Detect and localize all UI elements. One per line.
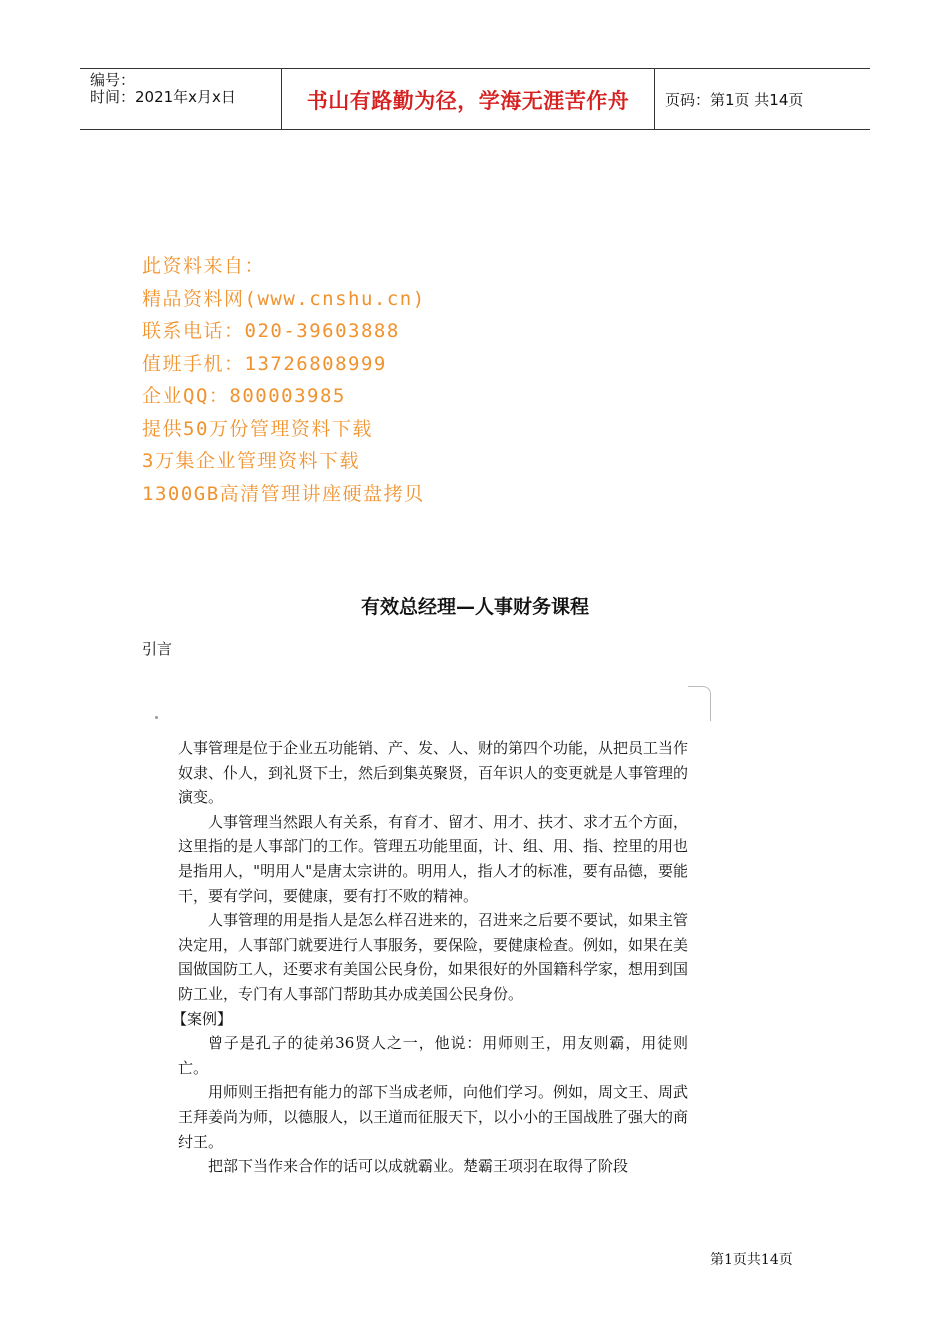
page-info: 页码：第1页 共14页 — [665, 90, 804, 109]
section-heading-intro: 引言 — [142, 640, 173, 658]
page-footer: 第1页共14页 — [710, 1252, 793, 1268]
crop-mark — [688, 686, 711, 721]
body-paragraph: 用师则王指把有能力的部下当成老师，向他们学习。例如，周文王、周武王拜姜尚为师，以德服人，以王道而征服天下，以小小的王国战胜了强大的商纣王。 — [178, 1083, 689, 1151]
source-line: 联系电话：020-39603888 — [142, 320, 400, 342]
source-line: 值班手机：13726808999 — [142, 352, 387, 375]
body-paragraph: 人事管理是位于企业五功能销、产、发、人、财的第四个功能，从把员工当作奴隶、仆人，到礼贤下士，然后到集英聚贤，百年识人的变更就是人事管理的演变。 — [178, 739, 689, 807]
document-title: 有效总经理—人事财务课程 — [360, 596, 589, 618]
source-line: 此资料来自： — [142, 255, 266, 277]
body-paragraph: 曾子是孔子的徒弟36贤人之一，他说：用师则王，用友则霸，用徒则亡。 — [178, 1034, 688, 1077]
source-line: 3万集企业管理资料下载 — [142, 450, 360, 472]
header-page-cell — [655, 69, 870, 129]
case-heading: 【案例】 — [172, 1009, 233, 1028]
source-line: 提供50万份管理资料下载 — [142, 417, 373, 440]
source-line: 1300GB高清管理讲座硬盘拷贝 — [142, 482, 425, 505]
margin-dot — [155, 716, 158, 719]
source-line: 精品资料网(www.cnshu.cn) — [142, 287, 426, 310]
page-header — [80, 68, 870, 130]
motto-text: 书山有路勤为径，学海无涯苦作舟 — [306, 89, 630, 113]
document-body — [172, 736, 689, 1179]
header-motto-cell — [282, 69, 655, 129]
number-label: 编号： — [90, 71, 136, 89]
body-paragraph: 人事管理当然跟人有关系，有育才、留才、用才、扶才、求才五个方面，这里指的是人事部门的工作。管理五功能里面，计、组、用、指、控里的用也是指用人，"明用人"是唐太宗讲的。明用人，指人才的标准，要有品德，要能干，要有学问，要健康，要有打不败的精神。 — [178, 812, 689, 905]
header-meta-cell — [80, 69, 282, 129]
time-label: 时间：2021年x月x日 — [90, 88, 236, 106]
source-info-block — [142, 250, 642, 510]
body-paragraph: 人事管理的用是指人是怎么样召进来的，召进来之后要不要试，如果主管决定用，人事部门就要进行人事服务，要保险，要健康检查。例如，如果在美国做国防工人，还要求有美国公民身份，如果很好的外国籍科学家，想用到国防工业，专门有人事部门帮助其办成美国公民身份。 — [178, 911, 689, 1003]
source-line: 企业QQ：800003985 — [142, 385, 346, 407]
body-paragraph: 把部下当作来合作的话可以成就霸业。楚霸王项羽在取得了阶段 — [208, 1157, 629, 1176]
